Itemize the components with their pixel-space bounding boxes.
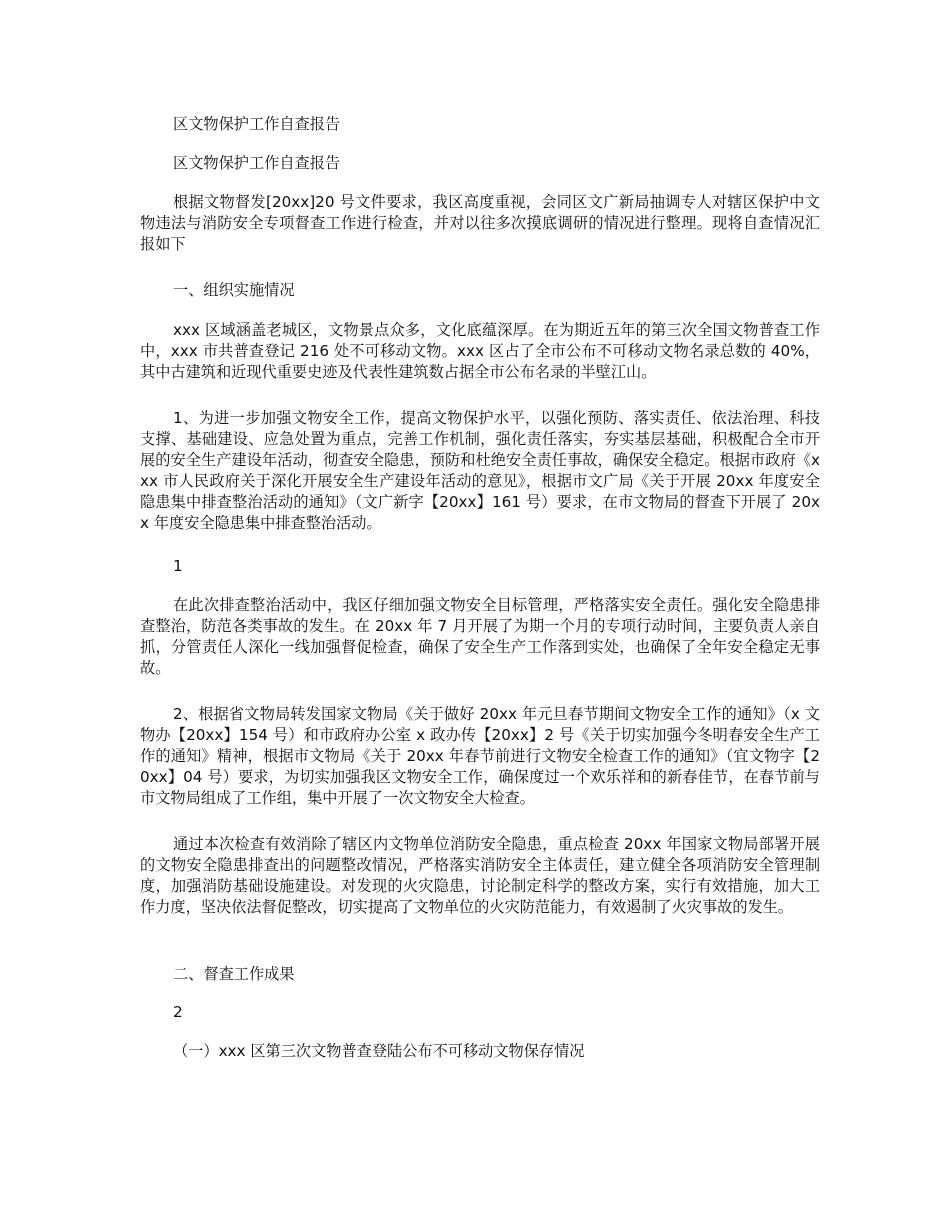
- document-title: 区文物保护工作自查报告: [173, 115, 341, 133]
- section-1-paragraph-3: 在此次排查整治活动中，我区仔细加强文物安全目标管理，严格落实安全责任。强化安全隐患排查整治，防范各类事故的发生。在 20xx 年 7 月开展了为期一个月的专项行动时间，主要负责人亲自抓，分管责任人深化一线加强督促检查，确保了安全生产工作落到实处，也确保了全年安全稳定无事故。: [140, 596, 820, 677]
- section-1-paragraph-4: 2、根据省文物局转发国家文物局《关于做好 20xx 年元旦春节期间文物安全工作的通知》（x 文物办【20xx】154 号）和市政府办公室 x 政办传【20xx】2 号《关于切实加强今冬明春安全生产工作的通知》精神，根据市文物局《关于 20xx 年春节前进行文物安全检查工作的通知》（宜文物字【20xx】04 号）要求，为切实加强我区文物安全工作，确保度过一个欢乐祥和的新春佳节，在春节前与市文物局组成了工作组，集中开展了一次文物安全大检查。: [140, 705, 820, 807]
- intro-paragraph: 根据文物督发[20xx]20 号文件要求，我区高度重视，会同区文广新局抽调专人对辖区保护中文物违法与消防安全专项督查工作进行检查，并对以往多次摸底调研的情况进行整理。现将自查情况汇报如下: [140, 193, 820, 253]
- section-1-paragraph-1: xxx 区域涵盖老城区，文物景点众多，文化底蕴深厚。在为期近五年的第三次全国文物普查工作中，xxx 市共普查登记 216 处不可移动文物。xxx 区占了全市公布不可移动文物名录总数的 40%，其中古建筑和近现代重要史迹及代表性建筑数占据全市公布名录的半壁江山。: [140, 321, 820, 381]
- section-2-heading: 二、督查工作成果: [173, 965, 295, 983]
- section-1-paragraph-2: 1、为进一步加强文物安全工作，提高文物保护水平，以强化预防、落实责任、依法治理、科技支撑、基础建设、应急处置为重点，完善工作机制，强化责任落实，夯实基层基础，积极配合全市开展的安全生产建设年活动，彻查安全隐患，预防和杜绝安全责任事故，确保安全稳定。根据市政府《xxx 市人民政府关于深化开展安全生产建设年活动的意见》，根据市文广局《关于开展 20xx 年度安全隐患集中排查整治活动的通知》（文广新字【20xx】161 号）要求，在市文物局的督查下开展了 20xx 年度安全隐患集中排查整治活动。: [140, 409, 820, 532]
- page-number-1: 1: [173, 557, 183, 575]
- document-subtitle: 区文物保护工作自查报告: [173, 154, 341, 172]
- section-1-paragraph-5: 通过本次检查有效消除了辖区内文物单位消防安全隐患，重点检查 20xx 年国家文物局部署开展的文物安全隐患排查出的问题整改情况，严格落实消防安全主体责任，建立健全各项消防安全管理制度，加强消防基础设施建设。对发现的火灾隐患，讨论制定科学的整改方案，实行有效措施，加大工作力度，坚决依法督促整改，切实提高了文物单位的火灾防范能力，有效遏制了火灾事故的发生。: [140, 835, 820, 916]
- section-2-subheading-1: （一）xxx 区第三次文物普查登陆公布不可移动文物保存情况: [173, 1042, 585, 1060]
- section-1-heading: 一、组织实施情况: [173, 281, 295, 299]
- page-number-2: 2: [173, 1003, 183, 1021]
